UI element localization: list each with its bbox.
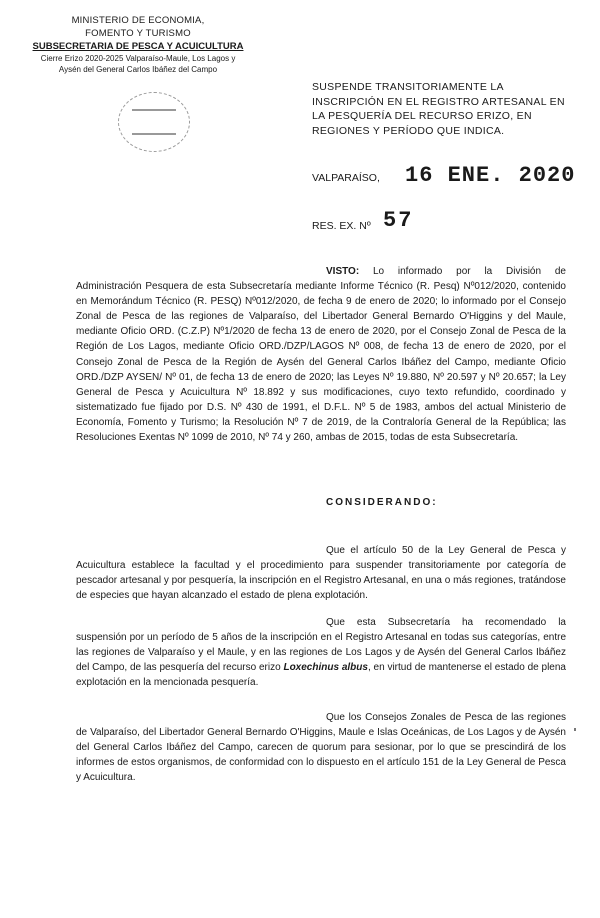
- resolution-date: 16 ENE. 2020: [405, 163, 576, 188]
- visto-text: Lo informado por la División de Administración Pesquera de esta Subsecretaría mediante Informe Técnico (R. Pesq) Nº012/2020, contenido en Memorándum Técnico (R. PESQ) Nº012/2020, de fecha 9 de enero de 2020; lo informado por el Consejo Zonal de Pesca de las regiones de Valparaíso, del Libertador General Bernardo O'Higgins y del Maule, mediante Oficio ORD. (C.Z.P) Nº1/2020 de fecha 13 de enero de 2020, por el Consejo Zonal de Pesca de la Región de Los Lagos, mediante Oficio ORD./DZP/LAGOS Nº 008, de fecha 13 de enero de 2020, por el Consejo Zonal de Pesca de la Región de Aysén del General Carlos Ibáñez del Campo, mediante Oficio ORD./DZP AYSEN/ Nº 01, de fecha 13 de enero de 2020; las Leyes Nº 19.880, Nº 20.597 y Nº 20.657; la Ley General de Pesca y Acuicultura Nº 18.892 y sus modificaciones, cuyo texto refundido, coordinado y sistematizado fue fijado por D.S. Nº 430 de 1991, el D.F.L. Nº 5 de 1983, ambos del actual Ministerio de Economía, Fomento y Turismo; la Resolución Nº 7 de 2019, de la Contraloría General de la República; las Resoluciones Exentas Nº 1099 de 2010, Nº 74 y 260, ambas de 2015, todas de esta Subsecretaría.: [76, 266, 566, 444]
- official-stamp-icon: [118, 92, 190, 152]
- resolution-title: SUSPENDE TRANSITORIAMENTE LA INSCRIPCIÓN EN EL REGISTRO ARTESANAL EN LA PESQUERÍA DEL RECURSO ERIZO, EN REGIONES Y PERÍODO QUE INDICA.: [312, 81, 565, 137]
- place-label: VALPARAÍSO,: [312, 172, 380, 184]
- stamp-center-mark: [132, 109, 176, 135]
- resolution-number: 57: [383, 208, 414, 233]
- visto-paragraph: [76, 264, 566, 445]
- margin-mark: [574, 728, 576, 731]
- considerando-heading: CONSIDERANDO:: [326, 497, 438, 508]
- subsecretaria-line: SUBSECRETARIA DE PESCA Y ACUICULTURA: [32, 41, 244, 52]
- paragraph-2-text-b: , en virtud de mantenerse el estado de plena explotación en la mencionada pesquería.: [76, 662, 566, 689]
- paragraph-2-text-a: Que esta Subsecretaría ha recomendado la suspensión por un período de 5 años de la inscripción en el Registro Artesanal en todas sus categorías, entre las regiones de Valparaíso y el Maule, y en las regiones de Los Lagos y de Aysén del General Carlos Ibáñez del Campo, de las pesquería del recurso erizo: [76, 617, 566, 674]
- ministry-line-1: MINISTERIO DE ECONOMIA,: [71, 15, 205, 26]
- visto-label: VISTO:: [326, 266, 360, 277]
- considerando-paragraph-2: [76, 615, 566, 690]
- considerando-paragraph-1: Que el artículo 50 de la Ley General de Pesca y Acuicultura establece la facultad y el procedimiento para suspender transitoriamente por categoría de pescador artesanal y por pesquería, la inscripción en el Registro Artesanal, en una o más regiones, tratándose de especies que hayan alcanzado el estado de plena explotación.: [76, 545, 566, 602]
- issuer-header: [28, 14, 248, 75]
- reference-line-1: Cierre Erizo 2020-2025 Valparaíso-Maule, Los Lagos y: [40, 54, 236, 63]
- resolution-number-label: RES. EX. Nº: [312, 220, 371, 232]
- ministry-line-2: FOMENTO Y TURISMO: [85, 28, 191, 39]
- reference-line-2: Aysén del General Carlos Ibáñez del Campo: [58, 65, 218, 74]
- considerando-paragraph-3: Que los Consejos Zonales de Pesca de las regiones de Valparaíso, del Libertador General Bernardo O'Higgins, Maule e Islas Oceánicas, de Los Lagos y de Aysén del General Carlos Ibáñez del Campo, carecen de quorum para sesionar, por lo que se prescindirá de los informes de estos organismos, de conformidad con lo dispuesto en el artículo 151 de la Ley General de Pesca y Acuicultura.: [76, 712, 566, 784]
- species-name: Loxechinus albus: [283, 662, 368, 674]
